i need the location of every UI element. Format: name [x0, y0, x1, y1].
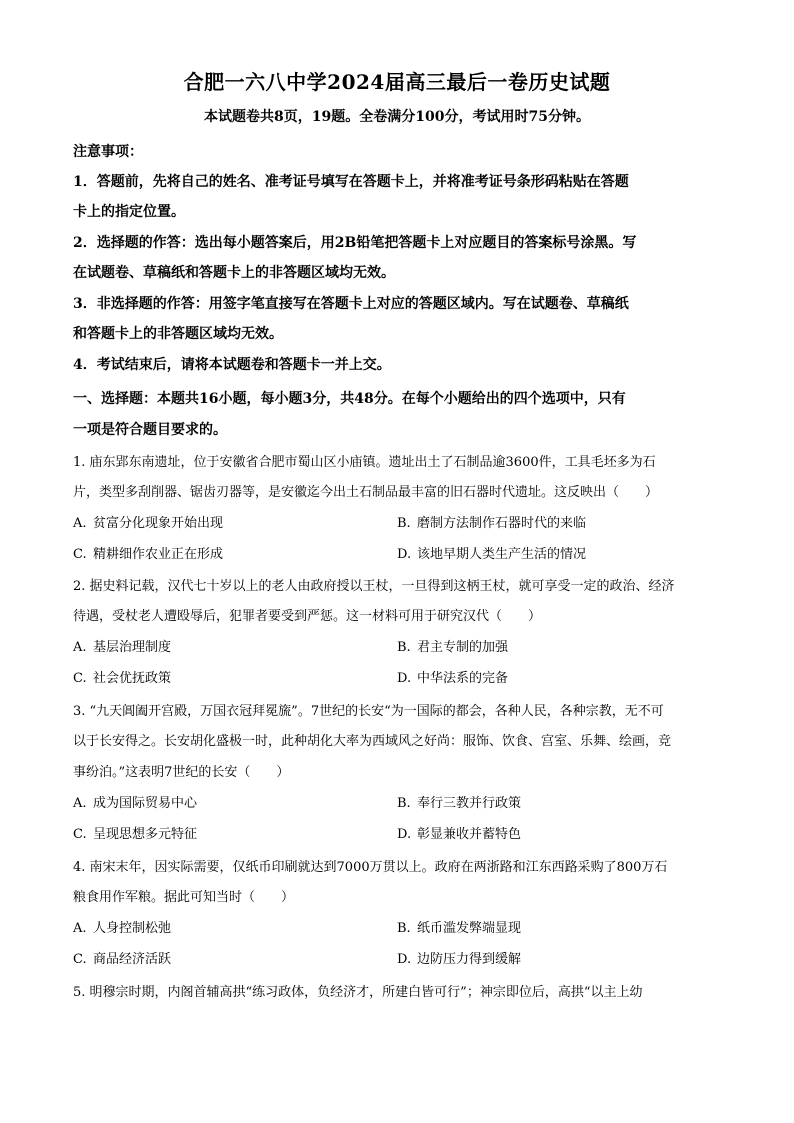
question-1-option-b: B. 磨制方法制作石器时代的来临: [397, 516, 587, 531]
question-3-option-d: D. 彰显兼收并蓄特色: [397, 827, 522, 842]
question-1-stem: 片，类型多刮削器、锯齿刃器等，是安徽迄今出土石制品最丰富的旧石器时代遗址。这反映出（ ）: [73, 485, 659, 500]
question-3-option-c: C. 呈现思想多元特征: [73, 827, 198, 842]
question-3-option-a: A. 成为国际贸易中心: [73, 796, 198, 811]
section-heading: 一项是符合题目要求的。: [73, 422, 227, 438]
question-5-stem: 5. 明穆宗时期，内阁首辅高拱“练习政体，负经济才，所建白皆可行”；神宗即位后，高拱“以主上幼: [73, 985, 643, 1000]
question-4-option-c: C. 商品经济活跃: [73, 952, 172, 967]
question-4-stem: 粮食用作军粮。据此可知当时（ ）: [73, 890, 295, 905]
question-2-stem: 2. 据史料记载，汉代七十岁以上的老人由政府授以王杖，一旦得到这柄王杖，就可享受一定的政治、经济: [73, 579, 675, 594]
question-2-option-d: D. 中华法系的完备: [397, 671, 509, 686]
question-2-option-b: B. 君主专制的加强: [397, 640, 509, 655]
page-subtitle: 本试题卷共8页，19题。全卷满分100分，考试用时75分钟。: [204, 109, 590, 125]
page-title: 合肥一六八中学2024届高三最后一卷历史试题: [183, 70, 611, 94]
question-1-stem: 1. 庙东郢东南遗址，位于安徽省合肥市蜀山区小庙镇。遗址出土了石制品逾3600件，工具毛坯多为石: [73, 455, 656, 470]
question-3-stem: 以于长安得之。长安胡化盛极一时，此种胡化大率为西域风之好尚：服饰、饮食、宫室、乐舞、绘画，竞: [73, 734, 672, 749]
question-4-option-a: A. 人身控制松弛: [73, 921, 172, 936]
question-3-stem: 事纷泊。”这表明7世纪的长安（ ）: [73, 765, 290, 780]
question-2-stem: 待遇，受杖老人遭殴辱后，犯罪者要受到严惩。这一材料可用于研究汉代（ ）: [73, 609, 542, 624]
question-3-stem: 3. “九天阊阖开宫殿，万国衣冠拜冕旒”。7世纪的长安“为一国际的都会，各种人民，各种宗教，无不可: [73, 704, 664, 719]
notice-line: 在试题卷、草稿纸和答题卡上的非答题区域均无效。: [73, 265, 395, 281]
question-3-option-b: B. 奉行三教并行政策: [397, 796, 522, 811]
question-2-option-a: A. 基层治理制度: [73, 640, 172, 655]
notice-line: 2．选择题的作答：选出每小题答案后，用2B铅笔把答题卡上对应题目的答案标号涂黑。写: [73, 235, 637, 251]
question-1-option-c: C. 精耕细作农业正在形成: [73, 547, 224, 562]
notice-line: 卡上的指定位置。: [73, 204, 185, 220]
section-heading: 一、选择题：本题共16小题，每小题3分，共48分。在每个小题给出的四个选项中，只有: [73, 391, 626, 407]
question-4-option-b: B. 纸币滥发弊端显现: [397, 921, 522, 936]
notice-line: 4．考试结束后，请将本试题卷和答题卡一并上交。: [73, 357, 391, 373]
notice-line: 1．答题前，先将自己的姓名、准考证号填写在答题卡上，并将准考证号条形码粘贴在答题: [73, 174, 629, 190]
notice-line: 和答题卡上的非答题区域均无效。: [73, 326, 283, 342]
question-1-option-a: A. 贫富分化现象开始出现: [73, 516, 224, 531]
notice-heading: 注意事项：: [73, 144, 143, 160]
question-4-stem: 4. 南宋末年，因实际需要，仅纸币印刷就达到7000万贯以上。政府在两浙路和江东西路采购了800万石: [73, 860, 668, 875]
question-1-option-d: D. 该地早期人类生产生活的情况: [397, 547, 587, 562]
question-4-option-d: D. 边防压力得到缓解: [397, 952, 522, 967]
question-2-option-c: C. 社会优抚政策: [73, 671, 172, 686]
notice-line: 3．非选择题的作答：用签字笔直接写在答题卡上对应的答题区域内。写在试题卷、草稿纸: [73, 296, 629, 312]
